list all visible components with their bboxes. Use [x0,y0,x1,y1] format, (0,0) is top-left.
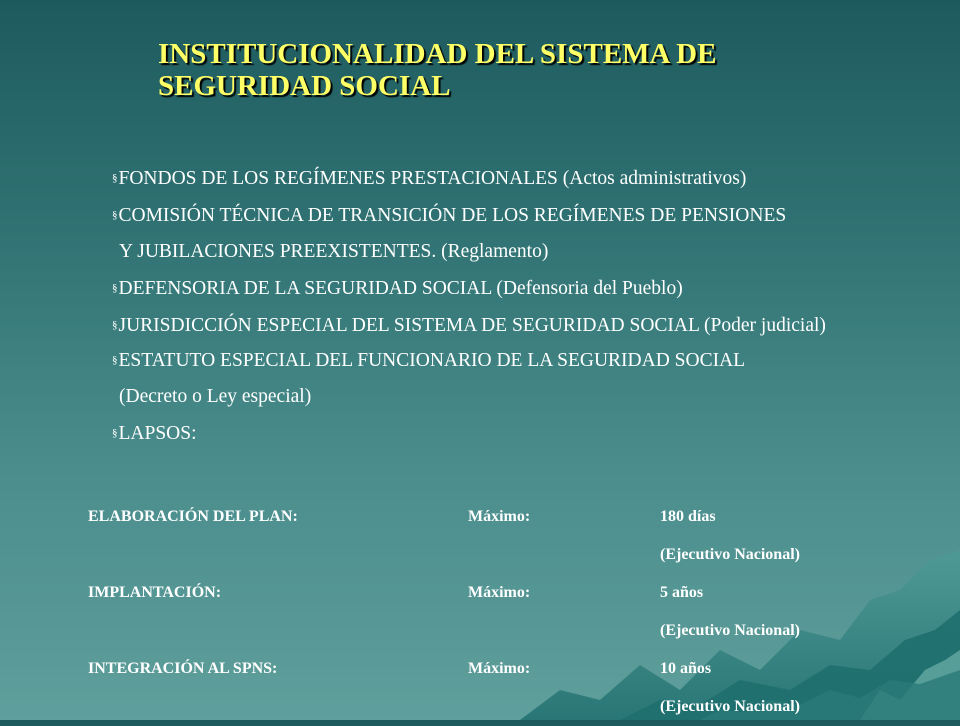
lapsos-table [88,498,800,726]
lapso-plazo: 180 días [660,508,716,525]
bullet-icon: § [112,354,118,366]
bullet-text: Y JUBILACIONES PREEXISTENTES. (Reglamento) [119,241,549,262]
bullet-icon: § [112,282,118,294]
title-line-1: INSTITUCIONALIDAD DEL SISTEMA DE [158,38,717,70]
lapso-limite: Máximo: [468,584,531,601]
table-row [88,612,800,650]
bullet-icon: § [112,172,118,184]
bullet-item [112,168,952,189]
bullet-text: (Decreto o Ley especial) [119,386,312,407]
lapso-responsable: (Ejecutivo Nacional) [660,698,800,715]
table-row [88,650,800,688]
lapso-etapa: ELABORACIÓN DEL PLAN: [88,508,298,525]
table-row [88,688,800,726]
lapso-limite: Máximo: [468,660,531,677]
slide-title [158,38,716,102]
lapso-plazo: 10 años [660,660,712,677]
bullet-icon: § [112,427,118,439]
bullet-text: JURISDICCIÓN ESPECIAL DEL SISTEMA DE SEGURIDAD SOCIAL (Poder judicial) [118,315,826,336]
bullet-item [112,205,952,226]
bullet-text: DEFENSORIA DE LA SEGURIDAD SOCIAL (Defensoria del Pueblo) [118,278,683,299]
bullet-item [112,315,952,336]
table-row [88,574,800,612]
bullet-text: FONDOS DE LOS REGÍMENES PRESTACIONALES (Actos administrativos) [118,168,747,189]
bullet-icon: § [112,209,118,221]
bullet-text: COMISIÓN TÉCNICA DE TRANSICIÓN DE LOS REGÍMENES DE PENSIONES [118,205,787,226]
bullet-list [112,168,952,460]
bullet-item [112,423,952,444]
lapso-plazo: 5 años [660,584,704,601]
bullet-icon: § [112,319,118,331]
table-row [88,536,800,574]
lapso-etapa: IMPLANTACIÓN: [88,584,222,601]
table-row [88,498,800,536]
bullet-item [112,278,952,299]
lapso-limite: Máximo: [468,508,531,525]
bullet-continuation [112,387,952,407]
bullet-text: ESTATUTO ESPECIAL DEL FUNCIONARIO DE LA SEGURIDAD SOCIAL [118,350,746,371]
bullet-text: LAPSOS: [118,423,197,444]
lapso-responsable: (Ejecutivo Nacional) [660,546,800,563]
lapso-responsable: (Ejecutivo Nacional) [660,622,800,639]
bullet-continuation [112,242,952,262]
bullet-item [112,350,952,371]
lapso-etapa: INTEGRACIÓN AL SPNS: [88,660,278,677]
title-line-2: SEGURIDAD SOCIAL [158,70,451,102]
